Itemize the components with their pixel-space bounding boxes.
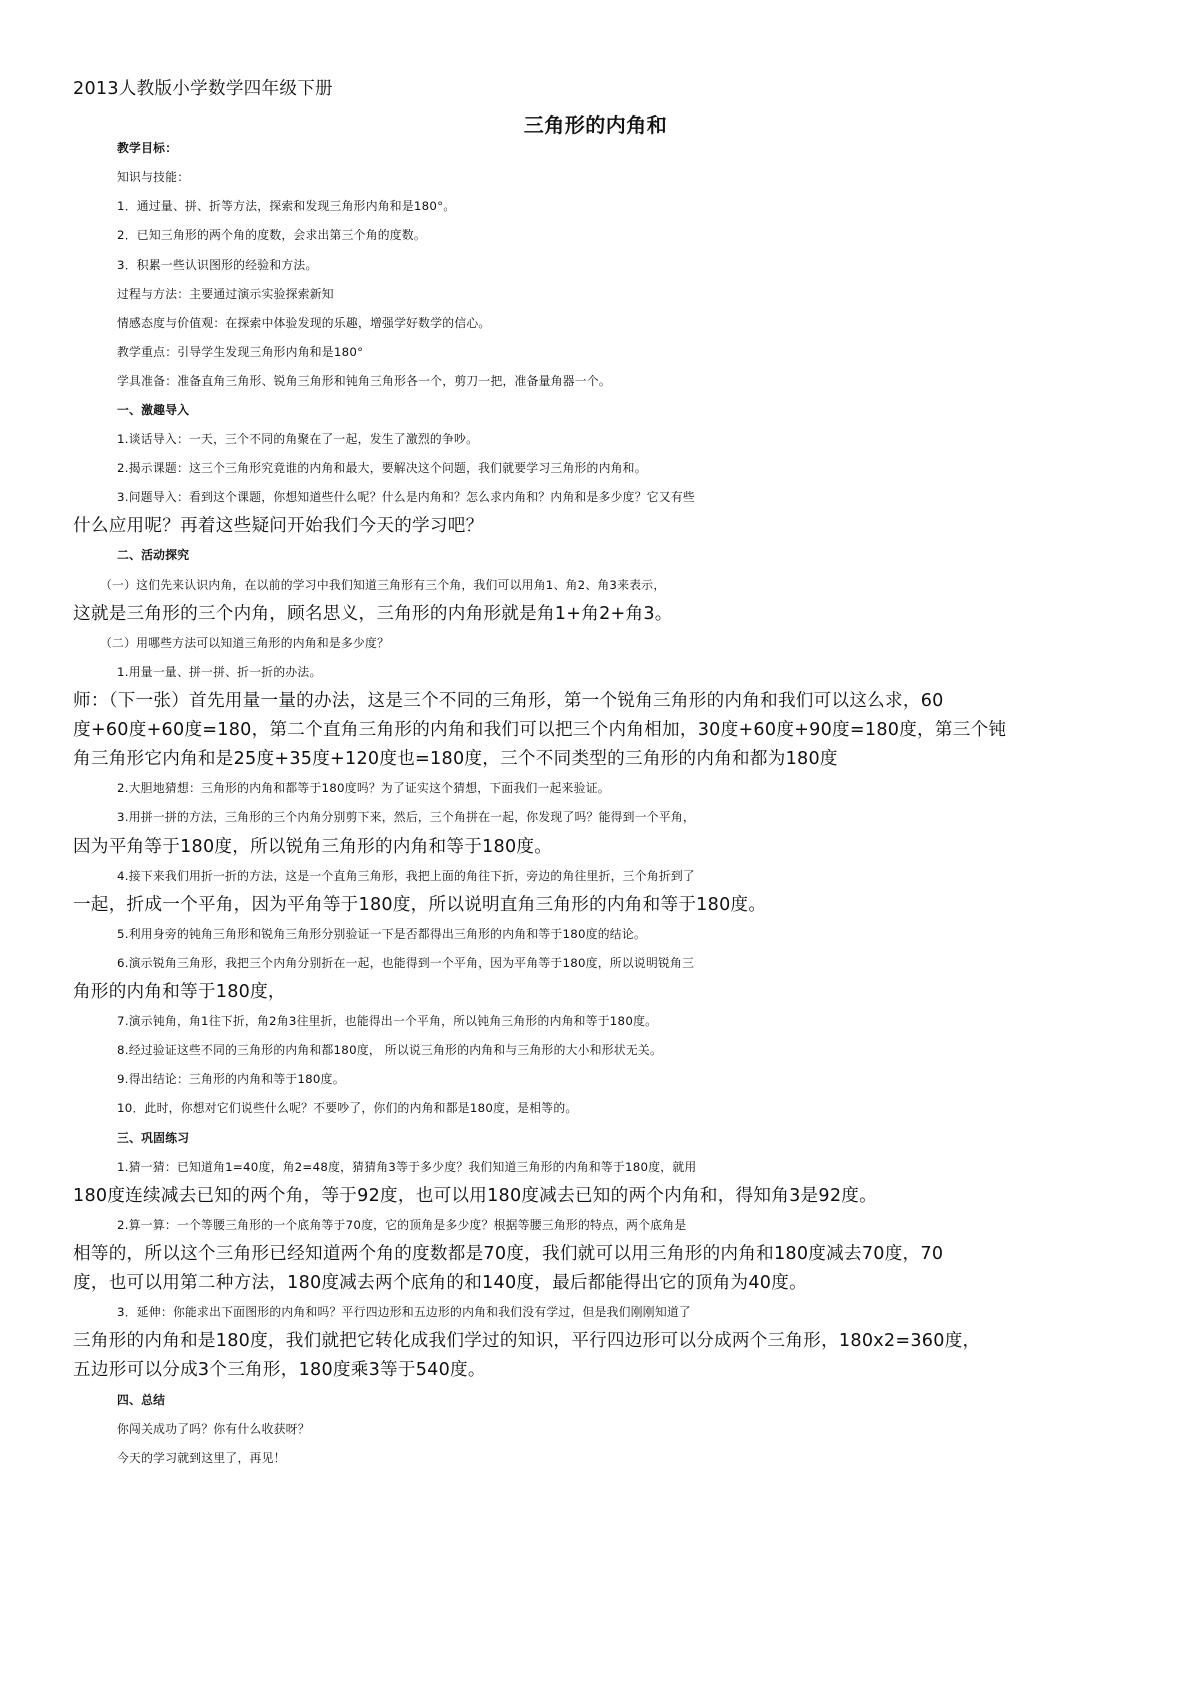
text-line: 4.接下来我们用折一折的方法，这是一个直角三角形，我把上面的角往下折，旁边的角往里折，三个角折到了 — [117, 869, 695, 883]
text-line: 1.猜一猜：已知道角1=40度，角2=48度，猜猜角3等于多少度？我们知道三角形的内角和等于180度，就用 — [117, 1160, 697, 1174]
text-line: 教学重点：引导学生发现三角形内角和是180° — [117, 345, 364, 359]
text-line: 3．积累一些认识图形的经验和方法。 — [117, 258, 318, 272]
text-line: 度，也可以用第二种方法，180度减去两个底角的和140度，最后都能得出它的顶角为40度。 — [73, 1273, 807, 1293]
text-line: 3．延伸：你能求出下面图形的内角和吗？平行四边形和五边形的内角和我们没有学过，但是我们刚刚知道了 — [117, 1305, 691, 1319]
text-line: 2.大胆地猜想：三角形的内角和都等于180度吗？为了证实这个猜想，下面我们一起来验证。 — [117, 781, 610, 795]
text-line: 情感态度与价值观：在探索中体验发现的乐趣，增强学好数学的信心。 — [117, 316, 491, 330]
text-line: 角形的内角和等于180度， — [73, 982, 286, 1002]
text-line: 3.问题导入：看到这个课题，你想知道些什么呢？什么是内角和？怎么求内角和？内角和是多少度？它又有些 — [117, 490, 695, 504]
text-line: 2.揭示课题：这三个三角形究竟谁的内角和最大，要解决这个问题，我们就要学习三角形的内角和。 — [117, 461, 647, 475]
text-line: 因为平角等于180度，所以锐角三角形的内角和等于180度。 — [73, 837, 553, 857]
text-line: 知识与技能： — [117, 170, 190, 184]
text-line: 三角形的内角和是180度，我们就把它转化成我们学过的知识，平行四边形可以分成两个三角形，180x2=360度， — [73, 1331, 981, 1351]
text-line: 学具准备：准备直角三角形、锐角三角形和钝角三角形各一个，剪刀一把，准备量角器一个。 — [117, 374, 611, 388]
text-line: 你闯关成功了吗？你有什么收获呀？ — [117, 1422, 310, 1436]
text-line: 相等的，所以这个三角形已经知道两个角的度数都是70度，我们就可以用三角形的内角和180度减去70度，70 — [73, 1244, 944, 1264]
section-heading: 四、总结 — [117, 1393, 166, 1407]
header-text: 2013人教版小学数学四年级下册 — [73, 79, 333, 99]
text-line: 9.得出结论：三角形的内角和等于180度。 — [117, 1072, 345, 1086]
section-heading: 二、活动探究 — [117, 548, 190, 562]
text-line: 1.谈话导入：一天，三个不同的角聚在了一起，发生了激烈的争吵。 — [117, 432, 479, 446]
text-line: 10．此时，你想对它们说些什么呢？不要吵了，你们的内角和都是180度，是相等的。 — [117, 1101, 578, 1115]
text-line: 2.算一算：一个等腰三角形的一个底角等于70度，它的顶角是多少度？根据等腰三角形的特点，两个底角是 — [117, 1218, 687, 1232]
text-line: 3.用拼一拼的方法，三角形的三个内角分别剪下来，然后，三个角拼在一起，你发现了吗？能得到一个平角， — [117, 810, 695, 824]
text-line: 1．通过量、拼、折等方法，探索和发现三角形内角和是180°。 — [117, 199, 456, 213]
text-line: 五边形可以分成3个三角形，180度乘3等于540度。 — [73, 1360, 486, 1380]
section-heading: 教学目标： — [117, 141, 178, 155]
text-line: （一）这们先来认识内角，在以前的学习中我们知道三角形有三个角，我们可以用角1、角2、角3来表示， — [100, 578, 666, 592]
text-line: 度+60度+60度=180，第二个直角三角形的内角和我们可以把三个内角相加，30度+60度+90度=180度，第三个钝 — [73, 720, 1007, 740]
text-line: （二）用哪些方法可以知道三角形的内角和是多少度？ — [100, 636, 390, 650]
text-line: 7.演示钝角，角1往下折，角2角3往里折，也能得出一个平角，所以钝角三角形的内角和等于180度。 — [117, 1014, 658, 1028]
text-line: 这就是三角形的三个内角，顾名思义，三角形的内角形就是角1+角2+角3。 — [73, 604, 673, 624]
text-line: 2．已知三角形的两个角的度数，会求出第三个角的度数。 — [117, 228, 426, 242]
text-line: 什么应用呢？再着这些疑问开始我们今天的学习吧？ — [73, 516, 484, 536]
text-line: 师：（下一张）首先用量一量的办法，这是三个不同的三角形，第一个锐角三角形的内角和我们可以这么求，60 — [73, 691, 944, 711]
text-line: 180度连续减去已知的两个角，等于92度，也可以用180度减去已知的两个内角和，得知角3是92度。 — [73, 1186, 877, 1206]
page-title: 三角形的内角和 — [523, 113, 668, 137]
text-line: 过程与方法：主要通过演示实验探索新知 — [117, 287, 334, 301]
text-line: 1.用量一量、拼一拼、折一折的办法。 — [117, 665, 322, 679]
text-line: 一起，折成一个平角，因为平角等于180度，所以说明直角三角形的内角和等于180度。 — [73, 895, 767, 915]
section-heading: 一、激趣导入 — [117, 403, 190, 417]
text-line: 6.演示锐角三角形，我把三个内角分别折在一起，也能得到一个平角，因为平角等于180度，所以说明锐角三 — [117, 956, 695, 970]
text-line: 5.利用身旁的钝角三角形和锐角三角形分别验证一下是否都得出三角形的内角和等于180度的结论。 — [117, 927, 646, 941]
section-heading: 三、巩固练习 — [117, 1131, 190, 1145]
text-line: 角三角形它内角和是25度+35度+120度也=180度，三个不同类型的三角形的内角和都为180度 — [73, 749, 838, 769]
text-line: 今天的学习就到这里了，再见！ — [117, 1451, 286, 1465]
text-line: 8.经过验证这些不同的三角形的内角和都180度， 所以说三角形的内角和与三角形的大小和形状无关。 — [117, 1043, 662, 1057]
